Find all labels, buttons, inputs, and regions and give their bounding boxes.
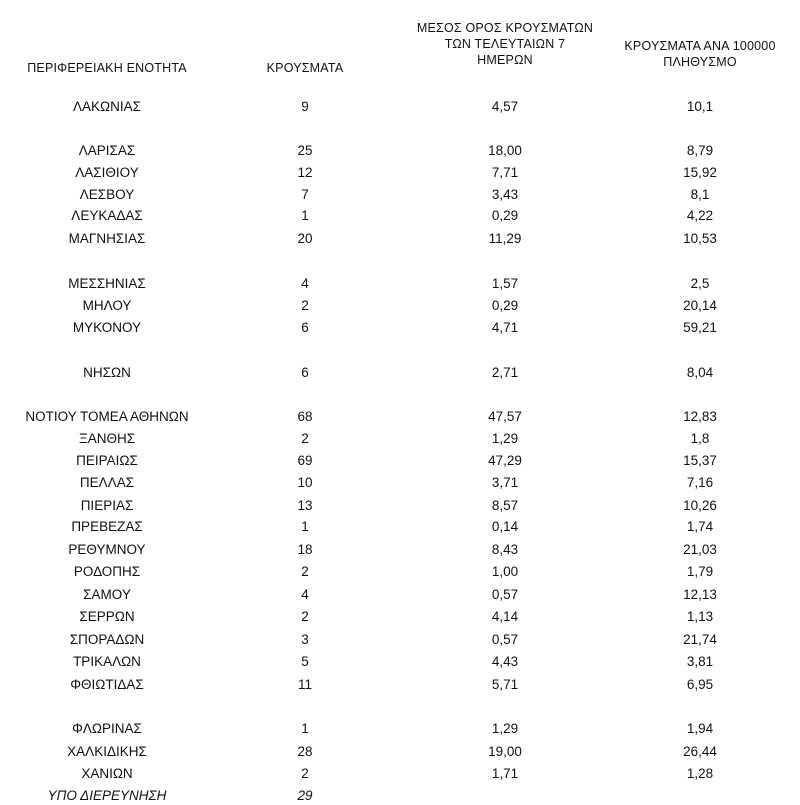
cell-avg7: 5,71 bbox=[491, 677, 519, 692]
cell-region: ΣΕΡΡΩΝ bbox=[79, 609, 135, 624]
cell-avg7: 1,00 bbox=[491, 564, 519, 579]
cell-per100k: 6,95 bbox=[686, 677, 714, 692]
cell-region: ΧΑΝΙΩΝ bbox=[81, 766, 133, 781]
cell-region: ΛΕΥΚΑΔΑΣ bbox=[71, 208, 143, 223]
cell-region: ΥΠΟ ΔΙΕΡΕΥΝΗΣΗ bbox=[47, 788, 167, 803]
cell-per100k: 20,14 bbox=[683, 298, 717, 313]
cell-per100k: 8,1 bbox=[690, 187, 710, 202]
cell-per100k: 7,16 bbox=[686, 475, 714, 490]
cell-avg7: 0,29 bbox=[491, 208, 519, 223]
cell-per100k: 21,74 bbox=[683, 632, 717, 647]
table-row bbox=[0, 98, 800, 116]
table-row bbox=[0, 297, 800, 315]
cell-avg7: 0,29 bbox=[491, 298, 519, 313]
cell-avg7: 3,71 bbox=[491, 475, 519, 490]
table-row bbox=[0, 230, 800, 248]
cell-avg7: 47,29 bbox=[488, 453, 522, 468]
cell-cases: 5 bbox=[301, 654, 309, 669]
table-row bbox=[0, 608, 800, 626]
cell-cases: 3 bbox=[301, 632, 309, 647]
table-row bbox=[0, 743, 800, 761]
cell-per100k: 1,13 bbox=[686, 609, 714, 624]
cell-per100k: 12,13 bbox=[683, 587, 717, 602]
cell-cases: 6 bbox=[301, 320, 309, 335]
cell-region: ΤΡΙΚΑΛΩΝ bbox=[73, 654, 141, 669]
cell-region: ΡΕΘΥΜΝΟΥ bbox=[68, 542, 146, 557]
cell-cases: 2 bbox=[301, 431, 309, 446]
header-avg7-line: ΗΜΕΡΩΝ bbox=[477, 53, 533, 67]
header-region-label: ΠΕΡΙΦΕΡΕΙΑΚΗ ΕΝΟΤΗΤΑ bbox=[27, 61, 187, 75]
cell-cases: 1 bbox=[301, 519, 309, 534]
cell-cases: 2 bbox=[301, 298, 309, 313]
cell-per100k: 59,21 bbox=[683, 320, 717, 335]
cell-avg7: 1,29 bbox=[491, 721, 519, 736]
table-row bbox=[0, 541, 800, 559]
table-row bbox=[0, 207, 800, 225]
table-row bbox=[0, 319, 800, 337]
cell-region: ΜΥΚΟΝΟΥ bbox=[72, 320, 142, 335]
cell-region: ΜΗΛΟΥ bbox=[82, 298, 132, 313]
cell-cases: 25 bbox=[297, 143, 313, 158]
cell-per100k: 15,92 bbox=[683, 165, 717, 180]
cell-avg7: 18,00 bbox=[488, 143, 522, 158]
cell-cases: 7 bbox=[301, 187, 309, 202]
header-per100k-line: ΠΛΗΘΥΣΜΟ bbox=[663, 55, 737, 69]
cell-per100k: 1,8 bbox=[690, 431, 710, 446]
cell-per100k: 10,26 bbox=[683, 498, 717, 513]
cell-avg7: 1,29 bbox=[491, 431, 519, 446]
cell-region: ΝΟΤΙΟΥ ΤΟΜΕΑ ΑΘΗΝΩΝ bbox=[25, 409, 189, 424]
cell-per100k: 10,1 bbox=[686, 99, 714, 114]
cell-cases: 1 bbox=[301, 721, 309, 736]
header-cases-label: ΚΡΟΥΣΜΑΤΑ bbox=[266, 61, 344, 75]
table-row bbox=[0, 563, 800, 581]
cell-cases: 28 bbox=[297, 744, 313, 759]
table-row bbox=[0, 430, 800, 448]
cell-avg7: 4,71 bbox=[491, 320, 519, 335]
cell-per100k: 2,5 bbox=[690, 276, 710, 291]
cell-avg7: 1,57 bbox=[491, 276, 519, 291]
cell-cases: 4 bbox=[301, 587, 309, 602]
cell-per100k: 4,22 bbox=[686, 208, 714, 223]
cell-cases: 69 bbox=[297, 453, 313, 468]
cell-cases: 29 bbox=[297, 788, 313, 803]
table-row bbox=[0, 164, 800, 182]
cell-avg7: 3,43 bbox=[491, 187, 519, 202]
cell-per100k: 3,81 bbox=[686, 654, 714, 669]
cell-per100k: 21,03 bbox=[683, 542, 717, 557]
table-row bbox=[0, 364, 800, 382]
table-row bbox=[0, 586, 800, 604]
table-row bbox=[0, 474, 800, 492]
cell-cases: 1 bbox=[301, 208, 309, 223]
cell-avg7: 0,57 bbox=[491, 587, 519, 602]
cell-cases: 11 bbox=[297, 677, 312, 692]
cell-avg7 bbox=[410, 787, 600, 805]
cell-per100k: 12,83 bbox=[683, 409, 717, 424]
cell-cases: 10 bbox=[297, 475, 313, 490]
cell-region: ΛΕΣΒΟΥ bbox=[79, 187, 135, 202]
cell-cases: 6 bbox=[301, 365, 309, 380]
cell-cases: 4 bbox=[301, 276, 309, 291]
header-avg7-line: ΤΩΝ ΤΕΛΕΥΤΑΙΩΝ 7 bbox=[444, 37, 566, 51]
cell-region: ΠΡΕΒΕΖΑΣ bbox=[71, 519, 143, 534]
cell-region: ΠΕΙΡΑΙΩΣ bbox=[76, 453, 138, 468]
table-row bbox=[0, 653, 800, 671]
cell-cases: 2 bbox=[301, 766, 309, 781]
cell-cases: 2 bbox=[301, 609, 309, 624]
cell-cases: 12 bbox=[297, 165, 313, 180]
cell-cases: 2 bbox=[301, 564, 309, 579]
cell-region: ΜΕΣΣΗΝΙΑΣ bbox=[68, 276, 146, 291]
cell-avg7: 0,57 bbox=[491, 632, 519, 647]
cell-avg7: 8,43 bbox=[491, 542, 519, 557]
cell-region: ΛΑΡΙΣΑΣ bbox=[78, 143, 136, 158]
cell-per100k: 15,37 bbox=[683, 453, 717, 468]
cell-avg7: 0,14 bbox=[491, 519, 519, 534]
cell-region: ΣΑΜΟΥ bbox=[83, 587, 131, 602]
cell-per100k: 8,04 bbox=[686, 365, 714, 380]
cell-avg7: 4,14 bbox=[491, 609, 519, 624]
cell-region: ΡΟΔΟΠΗΣ bbox=[73, 564, 141, 579]
cell-avg7: 2,71 bbox=[491, 365, 519, 380]
table-row bbox=[0, 275, 800, 293]
table-row bbox=[0, 452, 800, 470]
cell-region: ΣΠΟΡΑΔΩΝ bbox=[69, 632, 145, 647]
cell-per100k: 1,94 bbox=[686, 721, 714, 736]
cell-avg7: 19,00 bbox=[488, 744, 522, 759]
cell-region: ΛΑΣΙΘΙΟΥ bbox=[75, 165, 139, 180]
cell-per100k: 26,44 bbox=[683, 744, 717, 759]
cell-cases: 68 bbox=[297, 409, 313, 424]
cell-avg7: 4,57 bbox=[491, 99, 519, 114]
cell-per100k: 8,79 bbox=[686, 143, 714, 158]
table-row bbox=[0, 497, 800, 515]
table-row bbox=[0, 676, 800, 694]
header-per100k-line: ΚΡΟΥΣΜΑΤΑ ΑΝΑ 100000 bbox=[624, 39, 776, 53]
cell-avg7: 7,71 bbox=[491, 165, 519, 180]
cell-avg7: 4,43 bbox=[491, 654, 519, 669]
table-row bbox=[0, 787, 800, 805]
table-row bbox=[0, 765, 800, 783]
table-row bbox=[0, 631, 800, 649]
cell-cases: 20 bbox=[297, 231, 313, 246]
cell-region: ΛΑΚΩΝΙΑΣ bbox=[73, 99, 141, 114]
cell-per100k: 1,28 bbox=[686, 766, 714, 781]
table-row bbox=[0, 518, 800, 536]
header-avg7-line: ΜΕΣΟΣ ΟΡΟΣ ΚΡΟΥΣΜΑΤΩΝ bbox=[416, 21, 594, 35]
cell-per100k: 1,74 bbox=[686, 519, 714, 534]
cell-region: ΧΑΛΚΙΔΙΚΗΣ bbox=[67, 744, 147, 759]
cell-per100k: 10,53 bbox=[683, 231, 717, 246]
cell-region: ΠΕΛΛΑΣ bbox=[79, 475, 135, 490]
cell-region: ΠΙΕΡΙΑΣ bbox=[80, 498, 134, 513]
cell-cases: 18 bbox=[297, 542, 313, 557]
table-row bbox=[0, 720, 800, 738]
table-row bbox=[0, 408, 800, 426]
cell-avg7: 11,29 bbox=[488, 231, 522, 246]
cell-avg7: 1,71 bbox=[491, 766, 519, 781]
cell-cases: 13 bbox=[297, 498, 313, 513]
cell-per100k bbox=[600, 787, 800, 805]
table-row bbox=[0, 142, 800, 160]
cell-avg7: 47,57 bbox=[488, 409, 522, 424]
cell-per100k: 1,79 bbox=[686, 564, 714, 579]
cell-region: ΞΑΝΘΗΣ bbox=[78, 431, 136, 446]
cell-region: ΝΗΣΩΝ bbox=[83, 365, 131, 380]
table-row bbox=[0, 186, 800, 204]
cell-region: ΜΑΓΝΗΣΙΑΣ bbox=[68, 231, 146, 246]
cell-region: ΦΘΙΩΤΙΔΑΣ bbox=[70, 677, 144, 692]
cell-region: ΦΛΩΡΙΝΑΣ bbox=[72, 721, 142, 736]
cell-cases: 9 bbox=[301, 99, 309, 114]
cell-avg7: 8,57 bbox=[491, 498, 519, 513]
